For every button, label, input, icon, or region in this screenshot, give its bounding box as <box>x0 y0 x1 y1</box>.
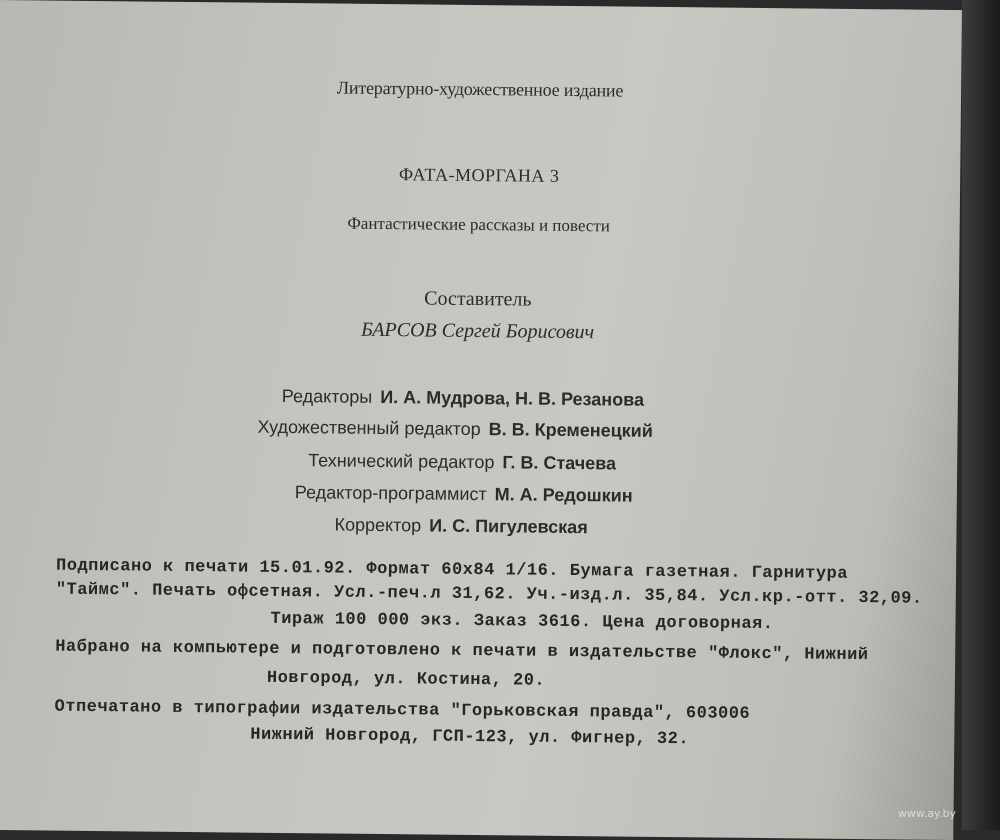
imprint-line: Нижний Новгород, ГСП-123, ул. Фигнер, 32. <box>250 725 690 750</box>
imprint-line: Отпечатано в типографии издательства "Горьковская правда", 603006 <box>54 697 751 724</box>
credit-name: В. В. Кременецкий <box>488 419 653 441</box>
credit-name: И. С. Пигулевская <box>429 515 588 538</box>
imprint-line: Подписано к печати 15.01.92. Формат 60x84 1/16. Бумага газетная. Гарнитура <box>55 556 849 584</box>
credit-programmer <box>295 482 633 507</box>
credit-role: Технический редактор <box>308 450 495 473</box>
imprint-line: "Таймс". Печать офсетная. Усл.-печ.л 31,62. Уч.-изд.л. 35,84. Усл.кр.-отт. 32,09. <box>55 580 923 609</box>
credit-art-editor <box>257 417 653 442</box>
credit-tech-editor <box>308 450 616 474</box>
watermark: www.ay.by <box>897 807 956 820</box>
credit-name: М. А. Редошкин <box>494 484 633 506</box>
credit-role: Редактор-программист <box>294 482 487 505</box>
edition-type: Литературно-художественное издание <box>336 77 624 101</box>
credit-proofreader <box>334 515 587 539</box>
credit-role: Редакторы <box>281 385 373 407</box>
imprint-line: Набрано на компьютере и подготовлено к печати в издательстве "Флокс", Нижний <box>55 637 869 666</box>
credit-name: Г. В. Стачева <box>502 452 617 474</box>
book-subtitle: Фантастические рассказы и повести <box>347 213 611 236</box>
book-spine-shadow <box>962 0 1000 830</box>
credit-name: И. А. Мудрова, Н. В. Резанова <box>380 387 645 410</box>
credit-role: Корректор <box>334 514 422 536</box>
credit-role: Художественный редактор <box>257 416 481 440</box>
imprint-line: Новгород, ул. Костина, 20. <box>266 668 546 691</box>
book-title: ФАТА-МОРГАНА 3 <box>398 164 560 186</box>
credit-editors <box>282 386 644 411</box>
imprint-line: Тираж 100 000 экз. Заказ 3616. Цена договорная. <box>270 609 774 635</box>
compiler-label: Составитель <box>424 287 532 311</box>
compiler-name: БАРСОВ Сергей Борисович <box>360 318 595 344</box>
